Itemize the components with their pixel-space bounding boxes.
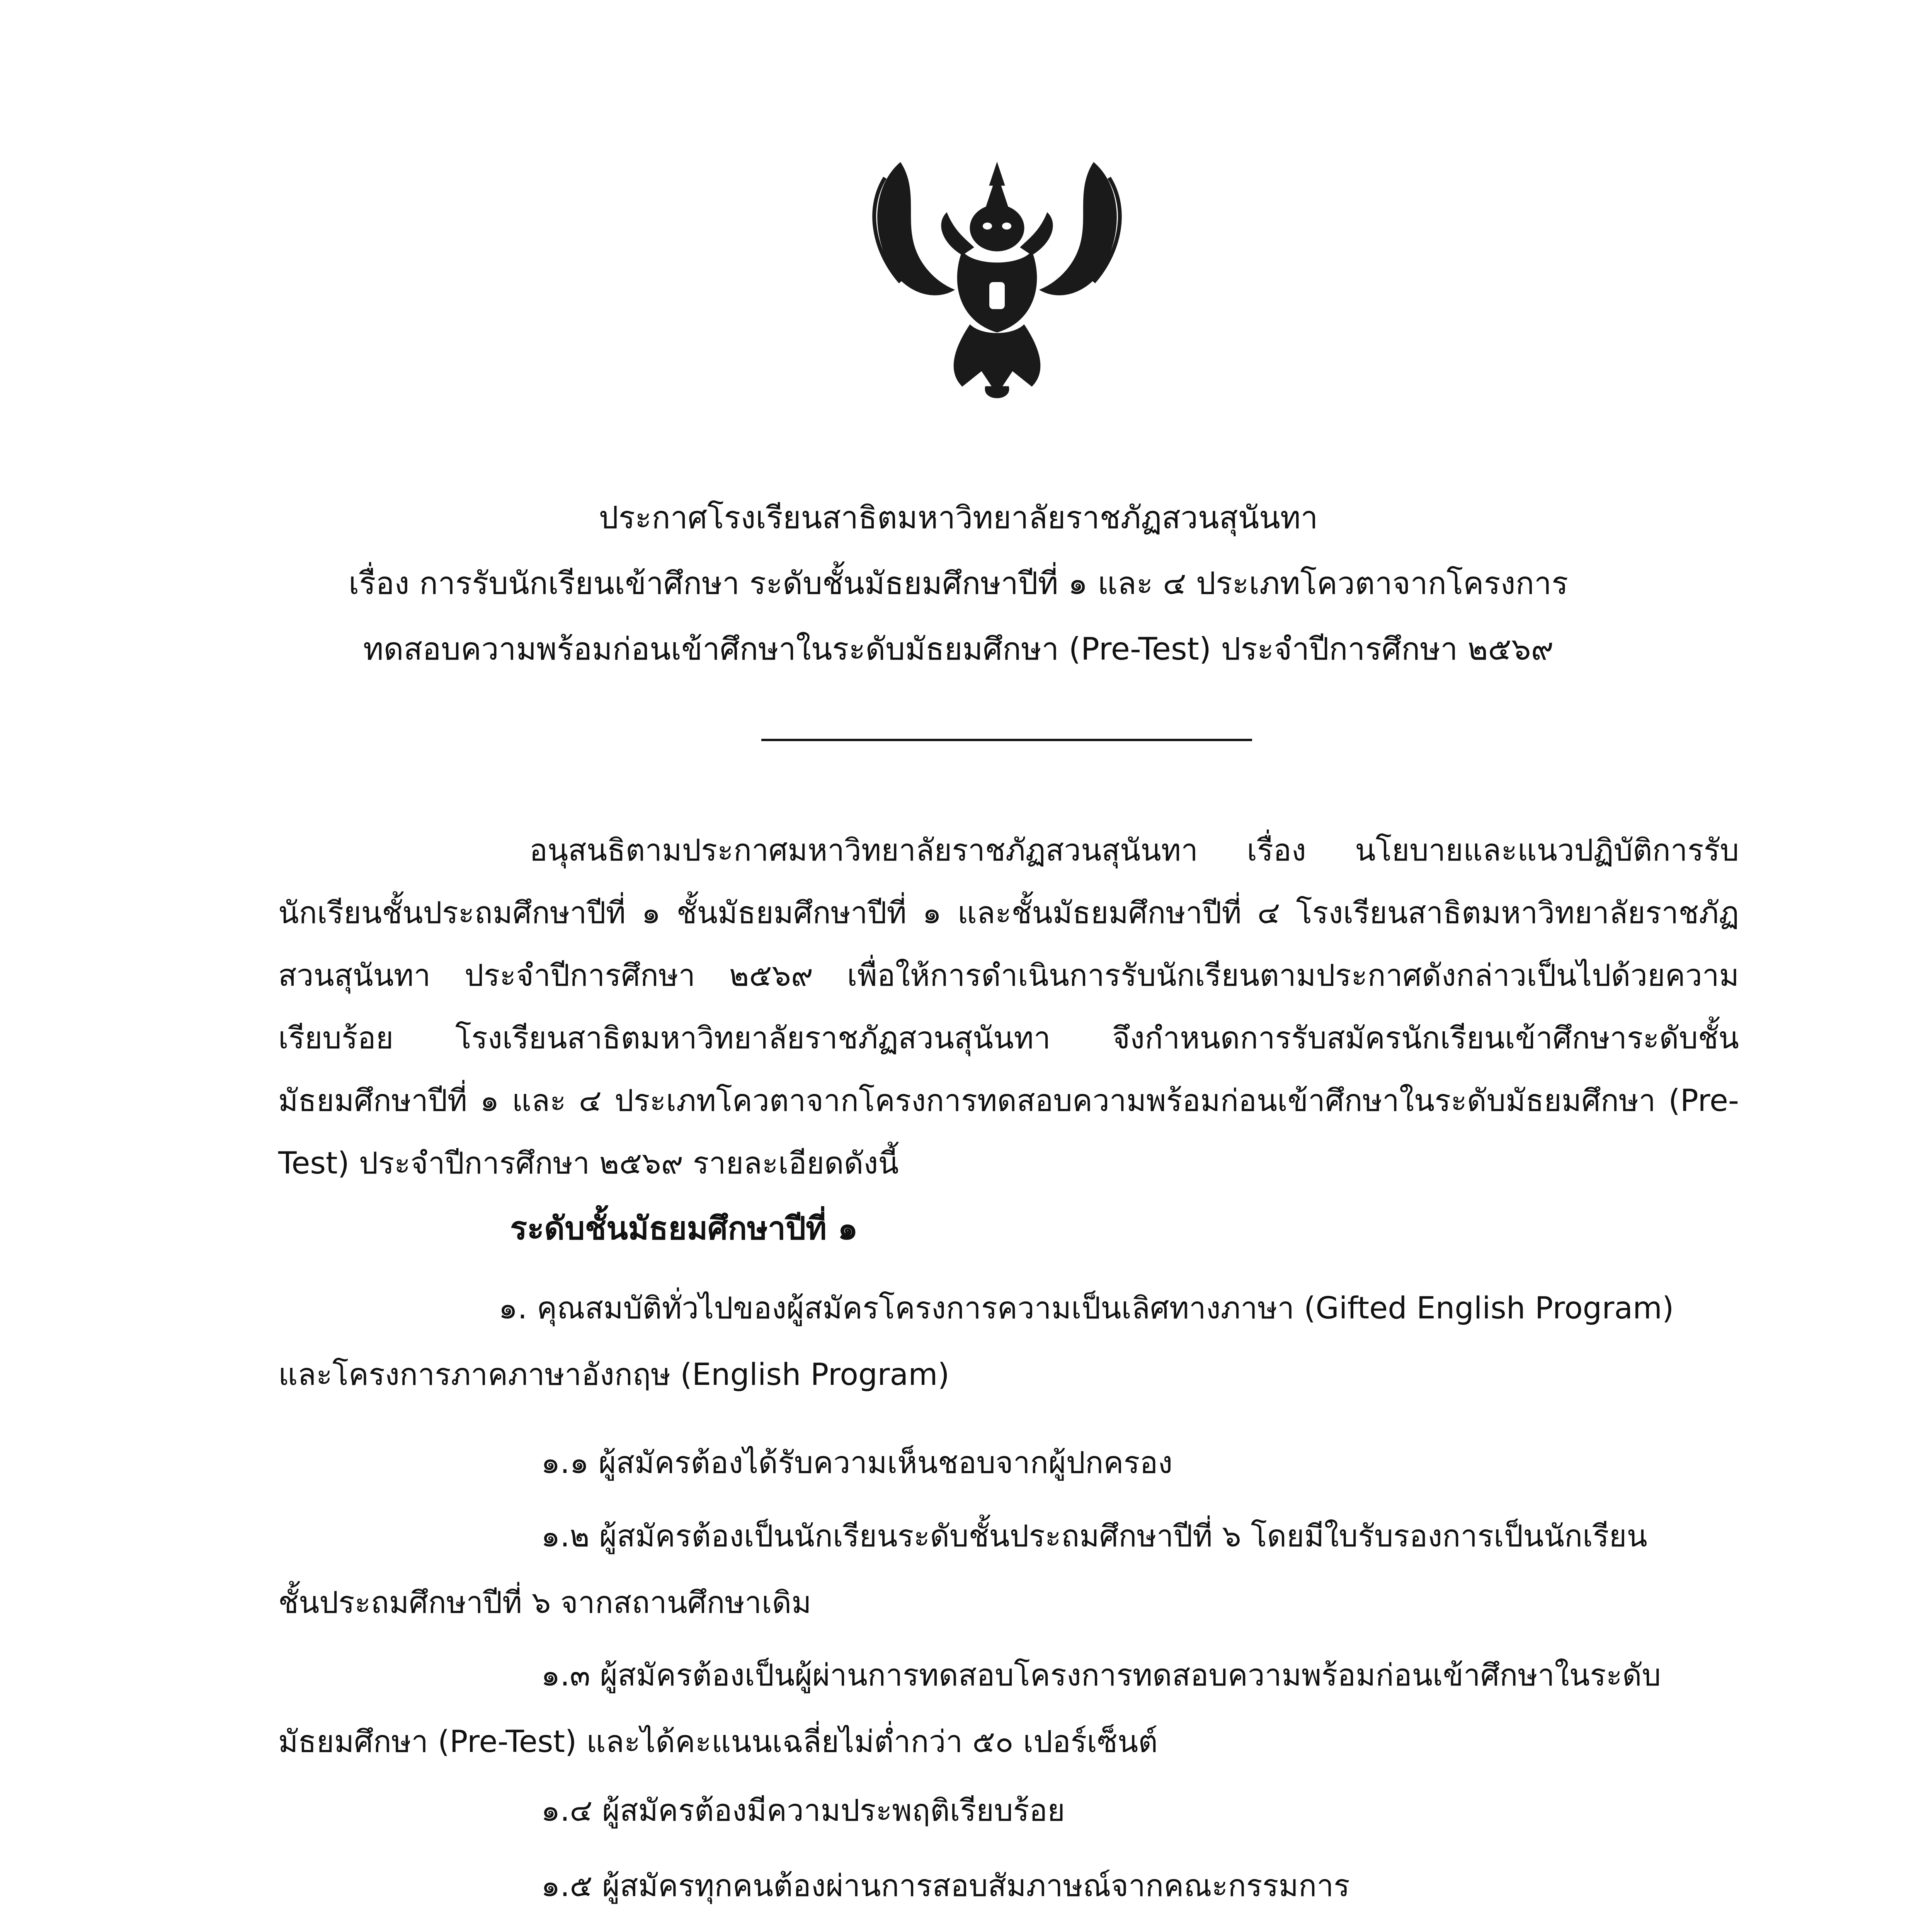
section-title-grade-7: ระดับชั้นมัธยมศึกษาปีที่ ๑ — [510, 1210, 858, 1247]
item-1-2 — [278, 1503, 1739, 1636]
garuda-emblem-icon — [858, 155, 1136, 406]
announcement-subject-line-2: ทดสอบความพร้อมก่อนเข้าศึกษาในระดับมัธยมศึกษา (Pre-Test) ประจำปีการศึกษา ๒๕๖๙ — [363, 631, 1554, 667]
intro-paragraph: อนุสนธิตามประกาศมหาวิทยาลัยราชภัฏสวนสุนันทา เรื่อง นโยบายและแนวปฏิบัติการรับนักเรียนชั้นประถมศึกษาปีที่ ๑ ชั้นมัธยมศึกษาปีที่ ๑ และชั้นมัธยมศึกษาปีที่ ๔ โรงเรียนสาธิตมหาวิทยาลัยราชภัฏสวนสุนันทา ประจำปีการศึกษา ๒๕๖๙ เพื่อให้การดำเนินการรับนักเรียนตามประกาศดังกล่าวเป็นไปด้วยความเรียบร้อย โรงเรียนสาธิตมหาวิทยาลัยราชภัฏสวนสุนันทา จึงกำหนดการรับสมัครนักเรียนเข้าศึกษาระดับชั้นมัธยมศึกษาปีที่ ๑ และ ๔ ประเภทโควตาจากโครงการทดสอบความพร้อมก่อนเข้าศึกษาในระดับมัธยมศึกษา (Pre-Test) ประจำปีการศึกษา ๒๕๖๙ รายละเอียดดังนี้ — [278, 833, 1739, 1181]
item-1-3-continuation: มัธยมศึกษา (Pre-Test) และได้คะแนนเฉลี่ยไม่ต่ำกว่า ๕๐ เปอร์เซ็นต์ — [278, 1725, 1158, 1759]
item-1-continuation: และโครงการภาคภาษาอังกฤษ (English Program) — [278, 1357, 949, 1392]
title-divider — [761, 739, 1252, 741]
item-1-first-line: ๑. คุณสมบัติทั่วไปของผู้สมัครโครงการความเป็นเลิศทางภาษา (Gifted English Program) — [499, 1291, 1674, 1326]
item-1-3 — [278, 1642, 1739, 1775]
announcement-title: ประกาศโรงเรียนสาธิตมหาวิทยาลัยราชภัฏสวนสุนันทา — [599, 500, 1318, 536]
item-1-4: ๑.๔ ผู้สมัครต้องมีความประพฤติเรียบร้อย — [541, 1793, 1065, 1828]
item-1-2-first-line: ๑.๒ ผู้สมัครต้องเป็นนักเรียนระดับชั้นประถมศึกษาปีที่ ๖ โดยมีใบรับรองการเป็นนักเรียน — [541, 1519, 1647, 1554]
item-1-5: ๑.๕ ผู้สมัครทุกคนต้องผ่านการสอบสัมภาษณ์จากคณะกรรมการ — [541, 1869, 1350, 1903]
item-1-1: ๑.๑ ผู้สมัครต้องได้รับความเห็นชอบจากผู้ปกครอง — [541, 1446, 1173, 1480]
item-1 — [278, 1275, 1739, 1408]
item-1-3-first-line: ๑.๓ ผู้สมัครต้องเป็นผู้ผ่านการทดสอบโครงการทดสอบความพร้อมก่อนเข้าศึกษาในระดับ — [541, 1658, 1661, 1693]
announcement-subject-line-1: เรื่อง การรับนักเรียนเข้าศึกษา ระดับชั้นมัธยมศึกษาปีที่ ๑ และ ๔ ประเภทโควตาจากโครงการ — [349, 565, 1568, 601]
item-1-2-continuation: ชั้นประถมศึกษาปีที่ ๖ จากสถานศึกษาเดิม — [278, 1585, 812, 1620]
